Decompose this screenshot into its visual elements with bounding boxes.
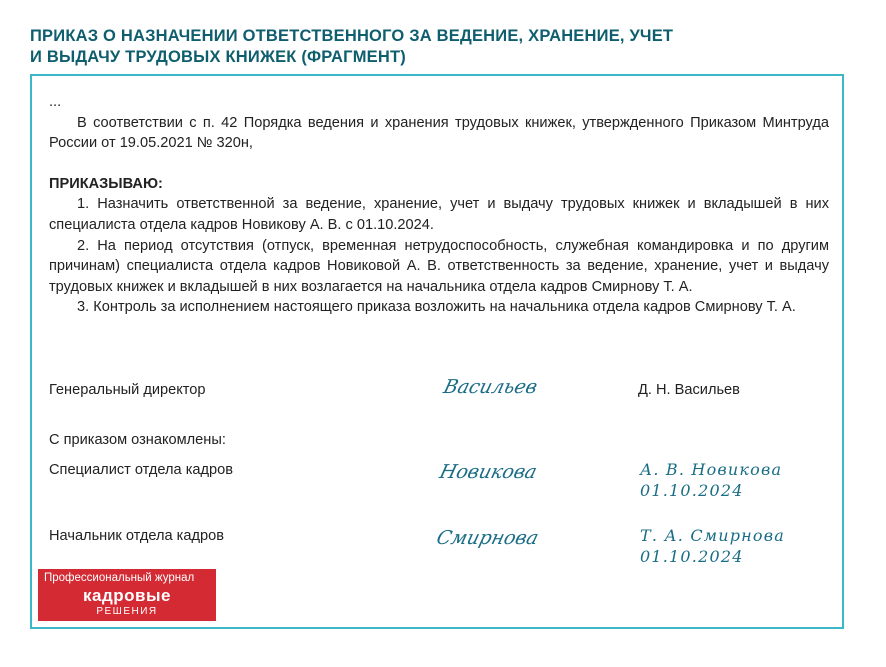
head-signature: Смирнова <box>434 527 541 549</box>
ellipsis: ... <box>49 94 62 110</box>
head-name: Т. А. Смирнова <box>640 526 786 545</box>
order-item-2: 2. На период отсутствия (отпуск, временная нетрудоспособность, служебная командировка и по другим причинам) специалиста отдела кадров Новиковой А. В. ответственность за ведение, хранение, учет и выдачу трудовых книжек и вкладышей в них возлагается на начальника отдела кадров Смирнову Т. А. <box>49 237 829 295</box>
logo-line-2: кадровые <box>83 586 171 605</box>
preamble: В соответствии с п. 42 Порядка ведения и хранения трудовых книжек, утвержденного Приказом Минтруда России от 19.05.2021 № 320н, <box>49 114 829 152</box>
logo-line-1: Профессиональный журнал <box>44 572 195 584</box>
document-title-line-1: ПРИКАЗ О НАЗНАЧЕНИИ ОТВЕТСТВЕННОГО ЗА ВЕДЕНИЕ, ХРАНЕНИЕ, УЧЕТ <box>30 27 674 45</box>
journal-logo <box>38 569 216 621</box>
head-date: 01.10.2024 <box>640 547 744 566</box>
head-position: Начальник отдела кадров <box>49 528 224 544</box>
acquainted-label: С приказом ознакомлены: <box>49 432 226 448</box>
director-name: Д. Н. Васильев <box>638 382 740 398</box>
document-title-line-2: И ВЫДАЧУ ТРУДОВЫХ КНИЖЕК (ФРАГМЕНТ) <box>30 48 406 66</box>
specialist-date: 01.10.2024 <box>640 481 744 500</box>
director-signature: Васильев <box>441 376 540 398</box>
logo-line-3: РЕШЕНИЯ <box>96 606 158 617</box>
specialist-position: Специалист отдела кадров <box>49 462 234 478</box>
order-body <box>49 92 829 318</box>
director-position: Генеральный директор <box>49 382 206 398</box>
order-item-3: 3. Контроль за исполнением настоящего приказа возложить на начальника отдела кадров Смирнову Т. А. <box>77 299 796 316</box>
specialist-name: А. В. Новикова <box>640 460 783 479</box>
order-heading: ПРИКАЗЫВАЮ: <box>49 175 163 192</box>
order-item-1: 1. Назначить ответственной за ведение, хранение, учет и выдачу трудовых книжек и вкладышей в них специалиста отдела кадров Новикову А. В. с 01.10.2024. <box>49 196 829 233</box>
document-title <box>30 26 850 68</box>
specialist-signature: Новикова <box>437 461 540 483</box>
